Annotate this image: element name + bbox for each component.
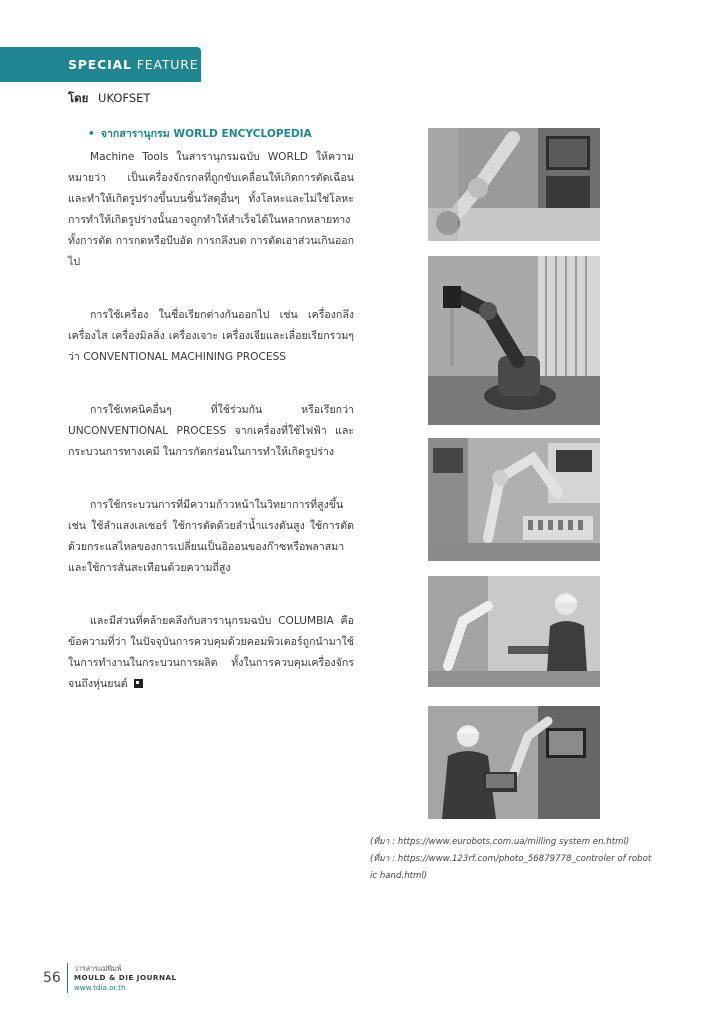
journal-website: www.tdia.or.th: [73, 982, 126, 992]
robot-cell-photo-icon: [428, 438, 600, 561]
page-footer: [43, 962, 177, 994]
paragraph: การใช้เทคนิคอื่นๆ ที่ใช้ร่วมกัน หรือเรียกว่า UNCONVENTIONAL PROCESS จากเครื่องที่ใช้ไฟฟ้า และกระบวนการทางเคมี ในการกัดกร่อนในการทำให้เกิดรูปร่าง: [68, 404, 354, 458]
paragraph-text: และมีส่วนที่คล้ายคลึงกับสารานุกรมฉบับ COLUMBIA คือข้อความที่ว่า ในปัจจุบันการควบคุมด้วยคอมพิวเตอร์ถูกนำมาใช้ในการทำงานในกระบวนการผลิต ทั้งในการควบคุมเครื่องจักรจนถึงหุ่นยนต์: [68, 615, 354, 690]
robot-arm-cnc-photo-icon: [428, 128, 600, 241]
article-body: [68, 124, 354, 727]
credit-line: (ที่มา : https://www.123rf.com/photo_56879778_controler of robot ic hand.html): [370, 854, 652, 881]
end-mark-icon: [134, 679, 143, 688]
paragraph: การใช้เครื่อง ในชื่อเรียกต่างกันออกไป เช่น เครื่องกลึง เครื่องไส เครื่องมิลลิ่ง เครื่องเจาะ เครื่องเจียและเลื่อยเรียกรวมๆว่า CONVENTIONAL MACHINING PROCESS: [68, 309, 354, 363]
paragraph: การใช้กระบวนการที่มีความก้าวหน้าในวิทยาการที่สูงขึ้น เช่น ใช้ลำแสงเลเซอร์ ใช้การตัดด้วยลำน้ำแรงดันสูง ใช้การตัดด้วยกระแสไหลของการเปลี่ยนเป็นอิออนของก๊าซหรือพลาสมา และใช้การสั่นสะเทือนด้วยความถี่สูง: [68, 499, 354, 574]
section-label-bold: SPECIAL: [68, 57, 132, 72]
engineer-robot-photo-icon: [428, 576, 600, 687]
section-label-rest: FEATURE: [136, 57, 199, 72]
footer-divider: [67, 963, 68, 993]
footer-journal: [74, 964, 177, 993]
industrial-robot-photo-icon: [428, 256, 600, 425]
journal-thai-name: วารสารแม่พิมพ์: [73, 963, 122, 973]
paragraph: Machine Tools ในสารานุกรมฉบับ WORLD ให้ความหมายว่า เป็นเครื่องจักรกลที่ถูกขับเคลื่อนให้เกิดการตัดเฉือนและทำให้เกิดรูปร่างขึ้นบนชิ้นวัสดุอื่นๆ ทั้งโลหะและไม่ใช่โลหะ การทำให้เกิดรูปร่างนั้นอาจถูกทำให้สำเร็จได้ในหลากหลายทาง ทั้งการตัด การกดหรือบีบอัด การกลึงบด การตัดเอาส่วนเกินออกไป: [68, 151, 354, 268]
author-line: [68, 90, 150, 108]
article-heading-text: จากสารานุกรม WORLD ENCYCLOPEDIA: [100, 128, 312, 140]
article-heading: [88, 124, 354, 145]
photo-credits: [370, 834, 660, 885]
page-number: 56: [43, 970, 61, 986]
by-label: โดย: [68, 91, 89, 105]
credit-line: (ที่มา : https://www.eurobots.com.ua/milling system en.html): [370, 837, 630, 847]
author-name: UKOFSET: [98, 91, 151, 105]
journal-en-name: MOULD & DIE JOURNAL: [73, 973, 177, 983]
section-banner: [0, 47, 201, 82]
engineer-laptop-photo-icon: [428, 706, 600, 819]
paragraph-last: [68, 611, 354, 695]
bullet-icon: •: [88, 128, 95, 140]
